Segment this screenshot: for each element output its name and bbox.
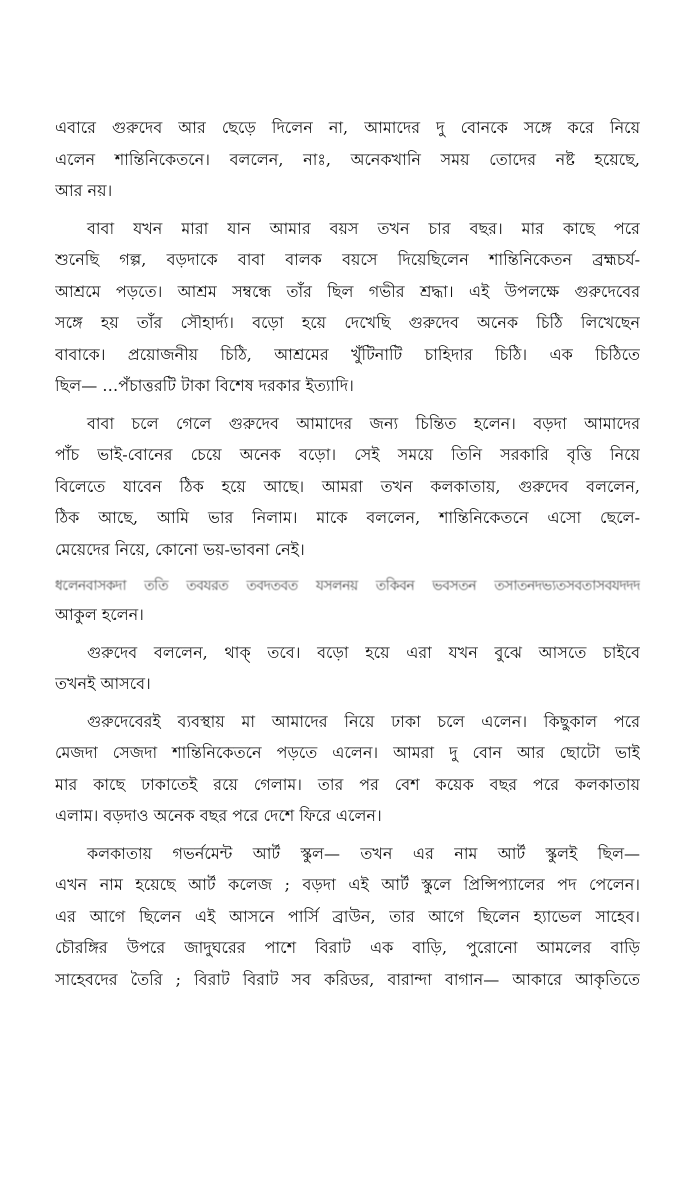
text-line: আর নয়। [55,181,113,200]
text-line: চৌরঙ্গির উপরে জাদুঘরের পাশে বিরাট এক বাড়ি, পুরোনো আমলের বাড়ি [55,938,640,957]
text-line: এর আগে ছিলেন এই আসনে পার্সি ব্রাউন, তার আগে ছিলেন হ্যাভেল সাহেব। [55,906,640,926]
text-line: সাহেবদের তৈরি ; বিরাট বিরাট সব করিডর, বারান্দা বাগান— আকারে আকৃতিতে [55,969,640,989]
text-line: মেয়েদের নিয়ে, কোনো ভয়-ভাবনা নেই। [55,539,305,559]
text-line: এলেন শান্তিনিকেতনে। বললেন, নাঃ, অনেকখানি সময় তোদের নষ্ট হয়েছে, [55,149,640,169]
text-line: সঙ্গে হয় তাঁর সৌহার্দ্য। বড়ো হয়ে দেখেছি গুরুদেব অনেক চিঠি লিখেছেন [55,313,640,332]
text-line: বাবাকে। প্রয়োজনীয় চিঠি, আশ্রমের খুঁটিনাটি চাহিদার চিঠি। এক চিঠিতে [55,344,640,364]
text-line: এখন নাম হয়েছে আর্ট কলেজ ; বড়দা এই আর্ট স্কুলে প্রিন্সিপ্যালের পদ পেলেন। [55,875,640,894]
text-line: পাঁচ ভাই-বোনের চেয়ে অনেক বড়ো। সেই সময়ে তিনি সরকারি বৃত্তি নিয়ে [55,445,640,464]
text-line: শুনেছি গল্প, বড়দাকে বাবা বালক বয়সে দিয়েছিলেন শান্তিনিকেতন ব্রহ্মচর্য- [55,250,640,269]
text-line: বাবা চলে গেলে গুরুদেব আমাদের জন্য চিন্তিত হলেন। বড়দা আমাদের [87,413,640,433]
text-line: বাবা যখন মারা যান আমার বয়স তখন চার বছর। মার কাছে পরে [87,218,640,238]
text-line: এবারে গুরুদেব আর ছেড়ে দিলেন না, আমাদের দু বোনকে সঙ্গে করে নিয়ে [55,118,640,137]
text-line: আশ্রমে পড়তে। আশ্রম সম্বন্ধে তাঁর ছিল গভীর শ্রদ্ধা। এই উপলক্ষে গুরুদেবের [55,281,640,301]
text-line: বিলেতে যাবেন ঠিক হয়ে আছে। আমরা তখন কলকাতায়, গুরুদেব বললেন, [55,476,640,496]
text-line: কলকাতায় গভর্নমেন্ট আর্ট স্কুল— তখন এর নাম আর্ট স্কুলই ছিল— [87,843,640,863]
text-line: গুরুদেবেরই ব্যবস্থায় মা আমাদের নিয়ে ঢাকা চলে এলেন। কিছুকাল পরে [87,711,640,731]
text-line: মার কাছে ঢাকাতেই রয়ে গেলাম। তার পর বেশ কয়েক বছর পরে কলকাতায় [55,774,640,794]
text-line: তখনই আসবে। [55,674,151,693]
text-line: ঠিক আছে, আমি ভার নিলাম। মাকে বললেন, শান্তিনিকেতনে এসো ছেলে- [55,508,640,527]
book-page [55,112,640,995]
text-line: আকুল হলেন। [55,605,144,624]
text-line: ছিল— …পঁচাত্তরটি টাকা বিশেষ দরকার ইত্যাদি। [55,376,354,395]
illegible-print-smudge: ধলেনবাসকদা ততি তবযরত তবদতবত যসলনয় তকিবন ভবসতন তসাতনদভ্যতসবতাসবযদদদ [55,578,640,594]
text-line: এলাম। বড়দাও অনেক বছর পরে দেশে ফিরে এলেন। [55,806,382,825]
text-line: মেজদা সেজদা শান্তিনিকেতনে পড়তে এলেন। আমরা দু বোন আর ছোটো ভাই [55,743,640,762]
text-line: গুরুদেব বললেন, থাক্ তবে। বড়ো হয়ে এরা যখন বুঝে আসতে চাইবে [87,642,640,662]
